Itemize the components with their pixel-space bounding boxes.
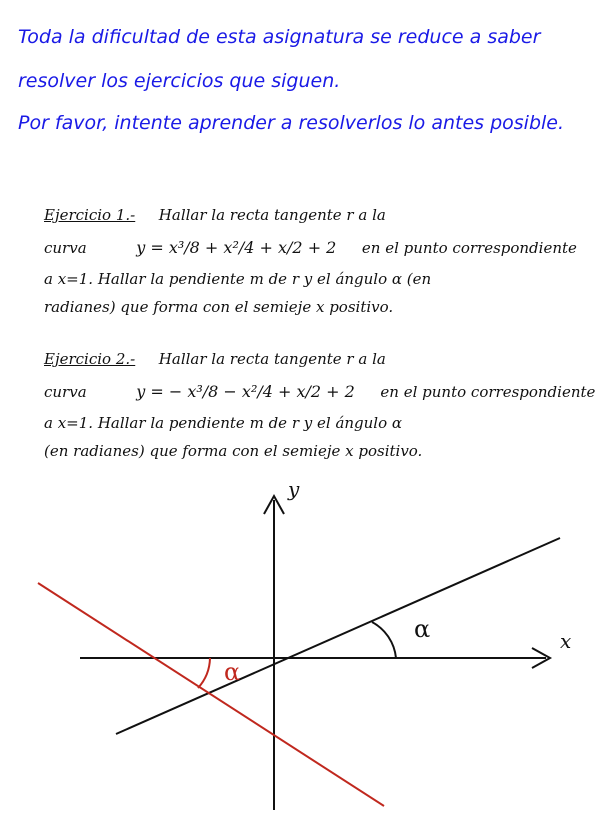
exercise-2-formula-row — [44, 382, 595, 401]
angle-arc-right — [372, 622, 396, 658]
angle-label-right: α — [414, 615, 431, 643]
exercise-2-label: Ejercicio 2.- — [44, 350, 136, 368]
exercise-2-heading — [44, 350, 386, 368]
tangent-line-negative — [38, 583, 384, 806]
exercise-2-statement: Hallar la recta tangente r a la — [158, 350, 386, 368]
exercise-2-line-4: (en radianes) que forma con el semieje x positivo. — [44, 442, 423, 460]
exercise-1-statement: Hallar la recta tangente r a la — [158, 206, 386, 224]
exercise-2-line-3: a x=1. Hallar la pendiente m de r y el ángulo α — [44, 414, 403, 432]
y-axis-label: y — [288, 477, 300, 501]
exercise-2-curve-word: curva — [44, 383, 87, 401]
exercise-1-line-4: radianes) que forma con el semieje x positivo. — [44, 298, 394, 316]
intro-line-3: Por favor, intente aprender a resolverlos lo antes posible. — [18, 112, 565, 134]
exercise-1-point-text: en el punto correspondiente — [361, 239, 577, 257]
exercise-2-formula: y = − x³/8 − x²/4 + x/2 + 2 — [136, 382, 355, 401]
exercise-2-point-text: en el punto correspondiente — [380, 383, 596, 401]
exercise-1-label: Ejercicio 1.- — [44, 206, 136, 224]
exercise-1-line-3: a x=1. Hallar la pendiente m de r y el ángulo α (en — [44, 270, 432, 288]
exercise-1-curve-word: curva — [44, 239, 87, 257]
intro-line-1: Toda la dificultad de esta asignatura se reduce a saber — [18, 26, 541, 48]
exercise-1-formula-row — [44, 238, 577, 257]
angle-arc-left — [198, 658, 210, 688]
intro-line-2: resolver los ejercicios que siguen. — [18, 70, 341, 92]
tangent-lines-diagram — [0, 470, 612, 822]
angle-label-left: α — [224, 658, 241, 686]
tangent-line-positive — [116, 538, 560, 734]
x-axis-label: x — [560, 629, 572, 653]
exercise-1-heading — [44, 206, 386, 224]
exercise-1-formula: y = x³/8 + x²/4 + x/2 + 2 — [136, 238, 337, 257]
